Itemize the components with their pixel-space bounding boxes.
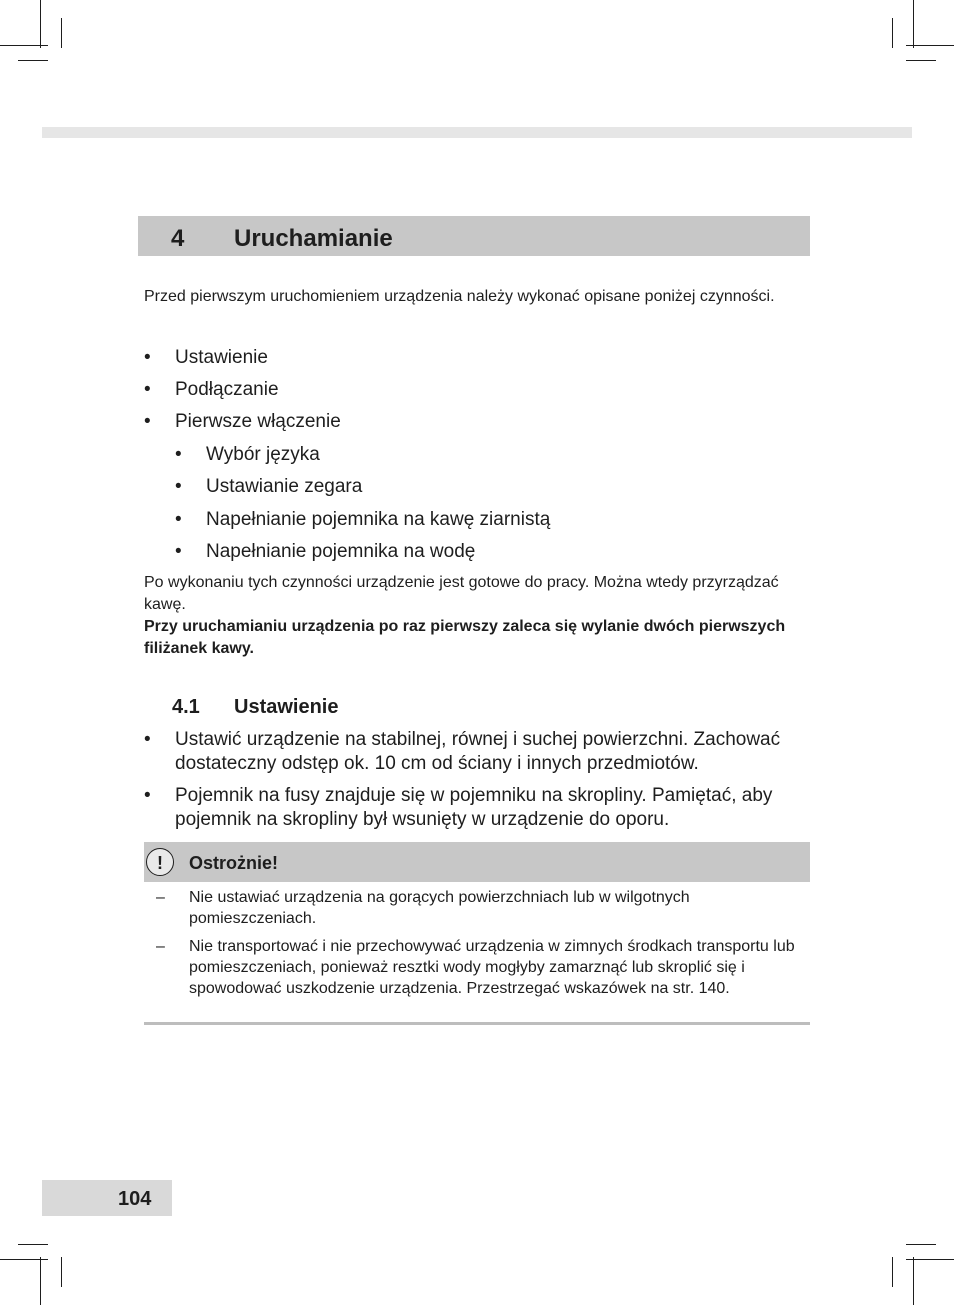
list-item-text: Pojemnik na fusy znajduje się w pojemniku na skropliny. Pamiętać, aby pojemnik na skropliny był wsunięty w urządzenie do oporu. — [175, 785, 773, 830]
exclamation-icon: ! — [146, 848, 174, 876]
crop-mark — [913, 1257, 914, 1305]
list-item-text: Ustawienie — [175, 347, 268, 368]
caution-item-text: Nie ustawiać urządzenia na gorących powierzchniach lub w wilgotnych pomieszczeniach. — [189, 889, 690, 927]
crop-mark — [40, 0, 41, 48]
chapter-title: Uruchamianie — [234, 225, 393, 252]
bullet-marker: • — [175, 541, 182, 562]
intro-paragraph: Przed pierwszym uruchomieniem urządzenia należy wykonać opisane poniżej czynności. — [144, 288, 775, 305]
bullet-marker: • — [175, 509, 182, 530]
dash-marker: – — [156, 889, 165, 906]
crop-mark — [913, 0, 914, 48]
caution-item-text: Nie transportować i nie przechowywać urządzenia w zimnych środkach transportu lub pomieszczeniach, ponieważ resztki wody mogłyby zamarznąć lub skroplić się i spowodować uszkodzenie urządzenia. Przestrzegać wskazówek na str. 140. — [189, 938, 795, 997]
crop-mark — [892, 1257, 893, 1287]
crop-mark — [61, 1257, 62, 1287]
page-number: 104 — [118, 1188, 152, 1210]
list-item-text: Pierwsze włączenie — [175, 411, 341, 432]
list-item — [144, 784, 810, 832]
list-item — [144, 728, 810, 776]
chapter-heading — [138, 216, 810, 256]
section-number: 4.1 — [172, 696, 200, 718]
bullet-marker: • — [175, 476, 182, 497]
section-title: Ustawienie — [234, 696, 339, 718]
bullet-marker: • — [144, 785, 151, 806]
dash-marker: – — [156, 938, 165, 955]
after-paragraph: Po wykonaniu tych czynności urządzenie jest gotowe do pracy. Można wtedy przyrządzać kawę. — [144, 574, 779, 613]
crop-mark — [40, 1257, 41, 1305]
crop-mark — [18, 60, 48, 61]
caution-divider — [144, 1022, 810, 1025]
header-band — [42, 127, 912, 138]
bullet-marker: • — [144, 347, 151, 368]
list-item-text: Napełnianie pojemnika na kawę ziarnistą — [206, 509, 551, 530]
crop-mark — [892, 18, 893, 48]
bullet-marker: • — [175, 444, 182, 465]
caution-header — [144, 842, 810, 882]
list-item-text: Ustawić urządzenie na stabilnej, równej i suchej powierzchni. Zachować dostateczny odstęp ok. 10 cm od ściany i innych przedmiotów. — [175, 729, 781, 774]
bullet-marker: • — [144, 411, 151, 432]
bullet-marker: • — [144, 379, 151, 400]
caution-title: Ostrożnie! — [189, 853, 279, 873]
bullet-marker: • — [144, 729, 151, 750]
crop-mark — [906, 1244, 936, 1245]
list-item-text: Ustawianie zegara — [206, 476, 363, 497]
page-number-box — [42, 1180, 172, 1216]
chapter-number: 4 — [171, 225, 185, 252]
bold-note: Przy uruchamianiu urządzenia po raz pierwszy zaleca się wylanie dwóch pierwszych filiżanek kawy. — [144, 618, 786, 657]
crop-mark — [906, 60, 936, 61]
crop-mark — [61, 18, 62, 48]
list-item-text: Podłączanie — [175, 379, 279, 400]
list-item-text: Napełnianie pojemnika na wodę — [206, 541, 476, 562]
crop-mark — [18, 1244, 48, 1245]
list-item-text: Wybór języka — [206, 444, 320, 465]
